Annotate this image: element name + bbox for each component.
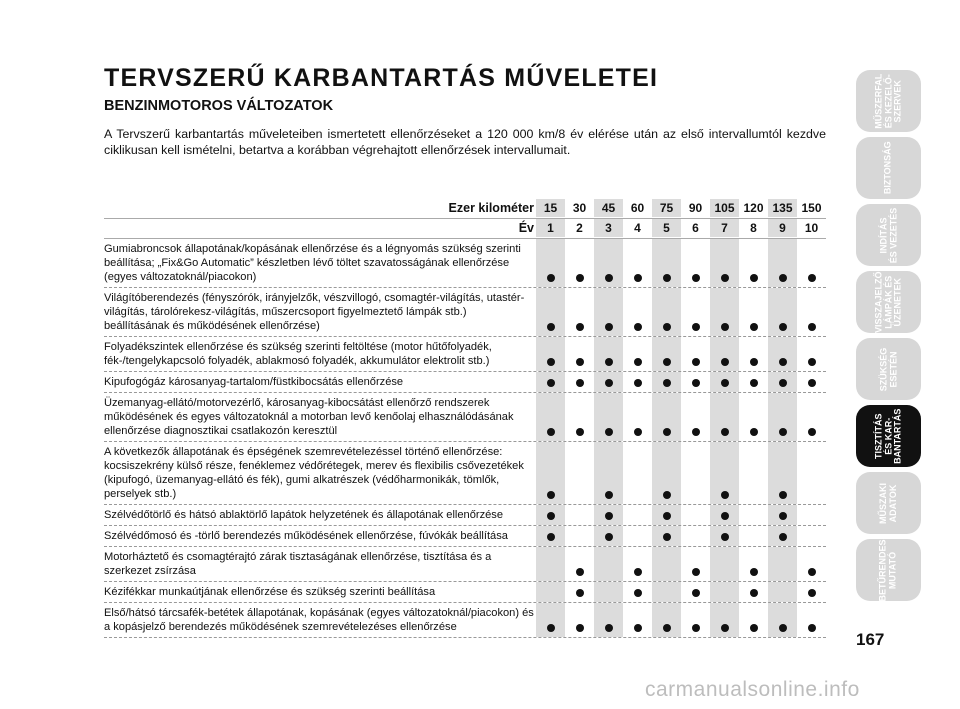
- mark-cell: [536, 526, 565, 546]
- mark-cell: [565, 526, 594, 546]
- dot-icon: [779, 428, 787, 436]
- dot-icon: [808, 358, 816, 366]
- dot-icon: [779, 274, 787, 282]
- dot-icon: [721, 624, 729, 632]
- dot-icon: [721, 428, 729, 436]
- mark-cell: [681, 547, 710, 581]
- dot-icon: [547, 533, 555, 541]
- km-column-header: 120: [743, 201, 764, 215]
- mark-cell: [594, 442, 623, 504]
- table-row: [104, 239, 826, 288]
- mark-cell: [768, 288, 797, 336]
- mark-cell: [739, 337, 768, 371]
- year-columns: [536, 219, 826, 237]
- mark-cell: [797, 603, 826, 637]
- mark-cell: [797, 526, 826, 546]
- dot-icon: [547, 323, 555, 331]
- dot-icon: [547, 428, 555, 436]
- dot-icon: [547, 624, 555, 632]
- table-row: [104, 505, 826, 526]
- chapter-tabs: [856, 70, 921, 606]
- dot-icon: [547, 491, 555, 499]
- dot-icon: [808, 624, 816, 632]
- dot-icon: [605, 358, 613, 366]
- mark-cell: [594, 288, 623, 336]
- row-marks: [536, 547, 826, 581]
- mark-cell: [652, 547, 681, 581]
- dot-icon: [721, 533, 729, 541]
- dot-icon: [663, 491, 671, 499]
- dot-icon: [779, 323, 787, 331]
- mark-cell: [594, 526, 623, 546]
- chapter-tab[interactable]: [856, 204, 921, 266]
- mark-cell: [594, 505, 623, 525]
- mark-cell: [565, 603, 594, 637]
- mark-cell: [797, 547, 826, 581]
- table-body: [104, 239, 826, 638]
- dot-icon: [605, 512, 613, 520]
- mark-cell: [681, 337, 710, 371]
- dot-icon: [721, 323, 729, 331]
- mark-cell: [681, 442, 710, 504]
- mark-cell: [710, 337, 739, 371]
- row-marks: [536, 526, 826, 546]
- chapter-tab-label: BETŰRENDES MUTATÓ: [877, 538, 898, 602]
- mark-cell: [652, 239, 681, 287]
- mark-cell: [710, 582, 739, 602]
- dot-icon: [634, 358, 642, 366]
- mark-cell: [565, 393, 594, 441]
- mark-cell: [536, 372, 565, 392]
- mark-cell: [536, 603, 565, 637]
- mark-cell: [565, 547, 594, 581]
- dot-icon: [721, 274, 729, 282]
- mark-cell: [739, 372, 768, 392]
- row-marks: [536, 393, 826, 441]
- dot-icon: [634, 589, 642, 597]
- row-marks: [536, 603, 826, 637]
- mark-cell: [710, 505, 739, 525]
- mark-cell: [710, 372, 739, 392]
- chapter-tab[interactable]: [856, 539, 921, 601]
- mark-cell: [536, 547, 565, 581]
- page-number: 167: [856, 630, 885, 649]
- year-column-header: 3: [594, 219, 623, 237]
- mark-cell: [652, 337, 681, 371]
- dot-icon: [808, 568, 816, 576]
- mark-cell: [623, 547, 652, 581]
- mark-cell: [623, 337, 652, 371]
- km-column-header: 15: [536, 199, 565, 217]
- chapter-tab[interactable]: [856, 137, 921, 199]
- dot-icon: [779, 624, 787, 632]
- mark-cell: [652, 393, 681, 441]
- maintenance-table: [104, 199, 826, 638]
- table-row: [104, 547, 826, 582]
- km-label: Ezer kilométer: [448, 201, 534, 215]
- mark-cell: [594, 603, 623, 637]
- row-description: Szélvédőtörlő és hátsó ablaktörlő lapátok helyzetének és állapotának ellenőrzése: [104, 509, 504, 521]
- dot-icon: [663, 323, 671, 331]
- dot-icon: [547, 274, 555, 282]
- dot-icon: [605, 624, 613, 632]
- dot-icon: [779, 491, 787, 499]
- dot-icon: [779, 533, 787, 541]
- table-row: [104, 582, 826, 603]
- row-description: Folyadékszintek ellenőrzése és szükség szerinti feltöltése (motor hűtőfolyadék, fék-/tengelykapcsoló folyadék, ablakmosó folyadék, akkumulátor elektrolit stb.): [104, 341, 492, 367]
- dot-icon: [576, 358, 584, 366]
- mark-cell: [565, 372, 594, 392]
- dot-icon: [576, 379, 584, 387]
- year-column-header: 9: [768, 219, 797, 237]
- mark-cell: [681, 505, 710, 525]
- mark-cell: [710, 603, 739, 637]
- mark-cell: [797, 393, 826, 441]
- dot-icon: [808, 379, 816, 387]
- dot-icon: [605, 323, 613, 331]
- mark-cell: [768, 442, 797, 504]
- chapter-tab-label: VISSZAJELZŐ LÁMPÁK ÉS ÜZENETEK: [873, 271, 903, 333]
- chapter-tab[interactable]: [856, 70, 921, 132]
- mark-cell: [594, 582, 623, 602]
- dot-icon: [750, 589, 758, 597]
- km-columns: [536, 199, 826, 217]
- mark-cell: [536, 337, 565, 371]
- mark-cell: [739, 505, 768, 525]
- row-description: Szélvédőmosó és -törlő berendezés működésének ellenőrzése, fúvókák beállítása: [104, 530, 508, 542]
- km-column-header: 45: [594, 199, 623, 217]
- row-marks: [536, 288, 826, 336]
- chapter-tab-label: MŰSZERFAL ÉS KEZELŐ- SZERVEK: [873, 73, 903, 129]
- mark-cell: [739, 526, 768, 546]
- row-marks: [536, 505, 826, 525]
- row-description: Kipufogógáz károsanyag-tartalom/füstkibocsátás ellenőrzése: [104, 376, 404, 388]
- year-column-header: 8: [750, 221, 757, 235]
- dot-icon: [750, 379, 758, 387]
- mark-cell: [623, 442, 652, 504]
- row-marks: [536, 582, 826, 602]
- dot-icon: [547, 379, 555, 387]
- dot-icon: [576, 568, 584, 576]
- mark-cell: [739, 393, 768, 441]
- km-column-header: 150: [801, 201, 822, 215]
- dot-icon: [663, 428, 671, 436]
- mark-cell: [565, 505, 594, 525]
- year-column-header: 5: [652, 219, 681, 237]
- mark-cell: [652, 442, 681, 504]
- table-row: [104, 526, 826, 547]
- dot-icon: [721, 379, 729, 387]
- dot-icon: [605, 274, 613, 282]
- km-column-header: 30: [572, 201, 587, 215]
- table-row: [104, 603, 826, 638]
- mark-cell: [594, 239, 623, 287]
- mark-cell: [681, 526, 710, 546]
- mark-cell: [797, 239, 826, 287]
- mark-cell: [681, 393, 710, 441]
- mark-cell: [681, 603, 710, 637]
- row-description: A következők állapotának és épségének szemrevételezéssel történő ellenőrzése: kocsiszekrény külső része, fenéklemez védőrétegek, merev és flexibilis csővezetékek (kipufogó, üzemanyag-ellátó és fék), gumi alkatrészek (védőharmonikák, tömlők, perselyek stb.): [104, 446, 524, 500]
- mark-cell: [623, 393, 652, 441]
- row-marks: [536, 337, 826, 371]
- table-row: [104, 372, 826, 393]
- km-column-header: 90: [688, 201, 703, 215]
- mark-cell: [768, 393, 797, 441]
- dot-icon: [692, 274, 700, 282]
- mark-cell: [710, 393, 739, 441]
- dot-icon: [808, 428, 816, 436]
- dot-icon: [808, 274, 816, 282]
- chapter-tab[interactable]: [856, 472, 921, 534]
- watermark: carmanualsonline.info: [645, 678, 860, 701]
- mark-cell: [652, 505, 681, 525]
- mark-cell: [594, 393, 623, 441]
- mark-cell: [681, 582, 710, 602]
- dot-icon: [576, 274, 584, 282]
- mark-cell: [739, 603, 768, 637]
- chapter-tab-label: INDÍTÁS ÉS VEZETÉS: [878, 207, 898, 263]
- mark-cell: [768, 582, 797, 602]
- dot-icon: [663, 533, 671, 541]
- mark-cell: [739, 239, 768, 287]
- mark-cell: [623, 239, 652, 287]
- mark-cell: [768, 372, 797, 392]
- dot-icon: [634, 274, 642, 282]
- mark-cell: [768, 505, 797, 525]
- mark-cell: [565, 337, 594, 371]
- mark-cell: [594, 372, 623, 392]
- mark-cell: [565, 239, 594, 287]
- km-header-row: [104, 199, 826, 219]
- dot-icon: [605, 533, 613, 541]
- dot-icon: [547, 358, 555, 366]
- year-column-header: 1: [536, 219, 565, 237]
- dot-icon: [721, 358, 729, 366]
- year-column-header: 10: [804, 221, 819, 235]
- dot-icon: [663, 512, 671, 520]
- year-column-header: 2: [576, 221, 583, 235]
- mark-cell: [623, 372, 652, 392]
- mark-cell: [681, 239, 710, 287]
- mark-cell: [623, 582, 652, 602]
- mark-cell: [536, 582, 565, 602]
- mark-cell: [681, 372, 710, 392]
- mark-cell: [797, 337, 826, 371]
- mark-cell: [565, 442, 594, 504]
- km-column-header: 105: [710, 199, 739, 217]
- mark-cell: [652, 582, 681, 602]
- row-marks: [536, 372, 826, 392]
- mark-cell: [623, 526, 652, 546]
- mark-cell: [623, 288, 652, 336]
- mark-cell: [739, 442, 768, 504]
- mark-cell: [797, 288, 826, 336]
- mark-cell: [739, 288, 768, 336]
- dot-icon: [721, 491, 729, 499]
- dot-icon: [721, 512, 729, 520]
- mark-cell: [739, 547, 768, 581]
- mark-cell: [710, 239, 739, 287]
- year-column-header: 7: [710, 219, 739, 237]
- dot-icon: [634, 624, 642, 632]
- table-row: [104, 393, 826, 442]
- dot-icon: [692, 379, 700, 387]
- dot-icon: [750, 358, 758, 366]
- year-column-header: 6: [692, 221, 699, 235]
- dot-icon: [779, 358, 787, 366]
- dot-icon: [547, 512, 555, 520]
- row-description: Gumiabroncsok állapotának/kopásának ellenőrzése és a légnyomás szükség szerinti beállítása; „Fix&Go Automatic” készletben lévő töltet szavatosságának ellenőrzése (egyes változatoknál/piacokon): [104, 243, 521, 283]
- mark-cell: [681, 288, 710, 336]
- dot-icon: [634, 323, 642, 331]
- dot-icon: [808, 323, 816, 331]
- intro-paragraph: A Tervszerű karbantartás műveleteiben ismertetett ellenőrzéseket a 120 000 km/8 év elérése után az első intervallumtól kezdve ciklikusan kell ismételni, betartva a korábban végrehajtott ellenőrzések intervallumait.: [104, 127, 826, 157]
- mark-cell: [710, 442, 739, 504]
- dot-icon: [692, 428, 700, 436]
- mark-cell: [594, 547, 623, 581]
- dot-icon: [663, 379, 671, 387]
- row-description: Motorháztető és csomagtérajtó zárak tisztaságának ellenőrzése, tisztítása és a szerkezet zsírzása: [104, 551, 492, 577]
- mark-cell: [739, 582, 768, 602]
- mark-cell: [623, 505, 652, 525]
- dot-icon: [692, 358, 700, 366]
- mark-cell: [536, 239, 565, 287]
- mark-cell: [652, 526, 681, 546]
- row-marks: [536, 442, 826, 504]
- dot-icon: [634, 428, 642, 436]
- mark-cell: [797, 582, 826, 602]
- dot-icon: [750, 568, 758, 576]
- mark-cell: [710, 526, 739, 546]
- table-row: [104, 442, 826, 505]
- page-subtitle: BENZINMOTOROS VÁLTOZATOK: [104, 98, 334, 114]
- chapter-tab-label: BIZTONSÁG: [882, 141, 893, 195]
- dot-icon: [663, 624, 671, 632]
- mark-cell: [710, 547, 739, 581]
- km-column-header: 135: [768, 199, 797, 217]
- table-row: [104, 288, 826, 337]
- dot-icon: [692, 568, 700, 576]
- row-marks: [536, 239, 826, 287]
- dot-icon: [750, 323, 758, 331]
- dot-icon: [605, 428, 613, 436]
- row-description: Világítóberendezés (fényszórók, irányjelzők, vészvillogó, csomagtér-világítás, utastér-világítás, tárolórekesz-világítás, műszercsoport figyelmeztető lámpák stb.) beállításának és működésének ellenőrzése): [104, 292, 525, 332]
- mark-cell: [797, 442, 826, 504]
- mark-cell: [652, 372, 681, 392]
- dot-icon: [750, 274, 758, 282]
- dot-icon: [663, 274, 671, 282]
- dot-icon: [779, 379, 787, 387]
- row-description: Üzemanyag-ellátó/motorvezérlő, károsanyag-kibocsátást ellenőrző rendszerek működésének és egyes változatoknál a motorban levő kenőolaj elhasználódásának ellenőrzése diagnosztikai csatlakozón keresztül: [104, 397, 514, 437]
- dot-icon: [576, 323, 584, 331]
- dot-icon: [692, 624, 700, 632]
- mark-cell: [565, 582, 594, 602]
- chapter-tab-label: SZÜKSÉG ESETÉN: [877, 347, 898, 391]
- dot-icon: [779, 512, 787, 520]
- dot-icon: [605, 379, 613, 387]
- table-row: [104, 337, 826, 372]
- year-label: Év: [518, 221, 534, 235]
- dot-icon: [634, 379, 642, 387]
- mark-cell: [652, 288, 681, 336]
- chapter-tab[interactable]: [856, 338, 921, 400]
- chapter-tab-label: MŰSZAKI ADATOK: [878, 482, 898, 524]
- dot-icon: [576, 428, 584, 436]
- chapter-tab[interactable]: [856, 271, 921, 333]
- mark-cell: [536, 442, 565, 504]
- mark-cell: [768, 547, 797, 581]
- chapter-tab-label: TISZTÍTÁS ÉS KAR- BANTARTÁS: [873, 408, 903, 464]
- mark-cell: [768, 239, 797, 287]
- chapter-tab[interactable]: [856, 405, 921, 467]
- mark-cell: [768, 526, 797, 546]
- mark-cell: [565, 288, 594, 336]
- mark-cell: [768, 603, 797, 637]
- km-column-header: 75: [652, 199, 681, 217]
- mark-cell: [797, 372, 826, 392]
- mark-cell: [594, 337, 623, 371]
- dot-icon: [663, 358, 671, 366]
- dot-icon: [576, 589, 584, 597]
- mark-cell: [536, 288, 565, 336]
- mark-cell: [623, 603, 652, 637]
- dot-icon: [576, 624, 584, 632]
- mark-cell: [797, 505, 826, 525]
- mark-cell: [536, 393, 565, 441]
- year-header-row: [104, 219, 826, 239]
- row-description: Első/hátsó tárcsafék-betétek állapotának, kopásának (egyes változatoknál/piacokon) és a kopásjelző berendezés működésének szemrevételezéses ellenőrzése: [104, 607, 534, 633]
- mark-cell: [652, 603, 681, 637]
- page-title: TERVSZERŰ KARBANTARTÁS MŰVELETEI: [104, 64, 659, 92]
- dot-icon: [692, 589, 700, 597]
- mark-cell: [710, 288, 739, 336]
- dot-icon: [808, 589, 816, 597]
- dot-icon: [634, 568, 642, 576]
- dot-icon: [750, 428, 758, 436]
- dot-icon: [605, 491, 613, 499]
- dot-icon: [750, 624, 758, 632]
- year-column-header: 4: [634, 221, 641, 235]
- km-column-header: 60: [630, 201, 645, 215]
- row-description: Kézifékkar munkaútjának ellenőrzése és szükség szerinti beállítása: [104, 586, 436, 598]
- dot-icon: [692, 323, 700, 331]
- mark-cell: [536, 505, 565, 525]
- mark-cell: [768, 337, 797, 371]
